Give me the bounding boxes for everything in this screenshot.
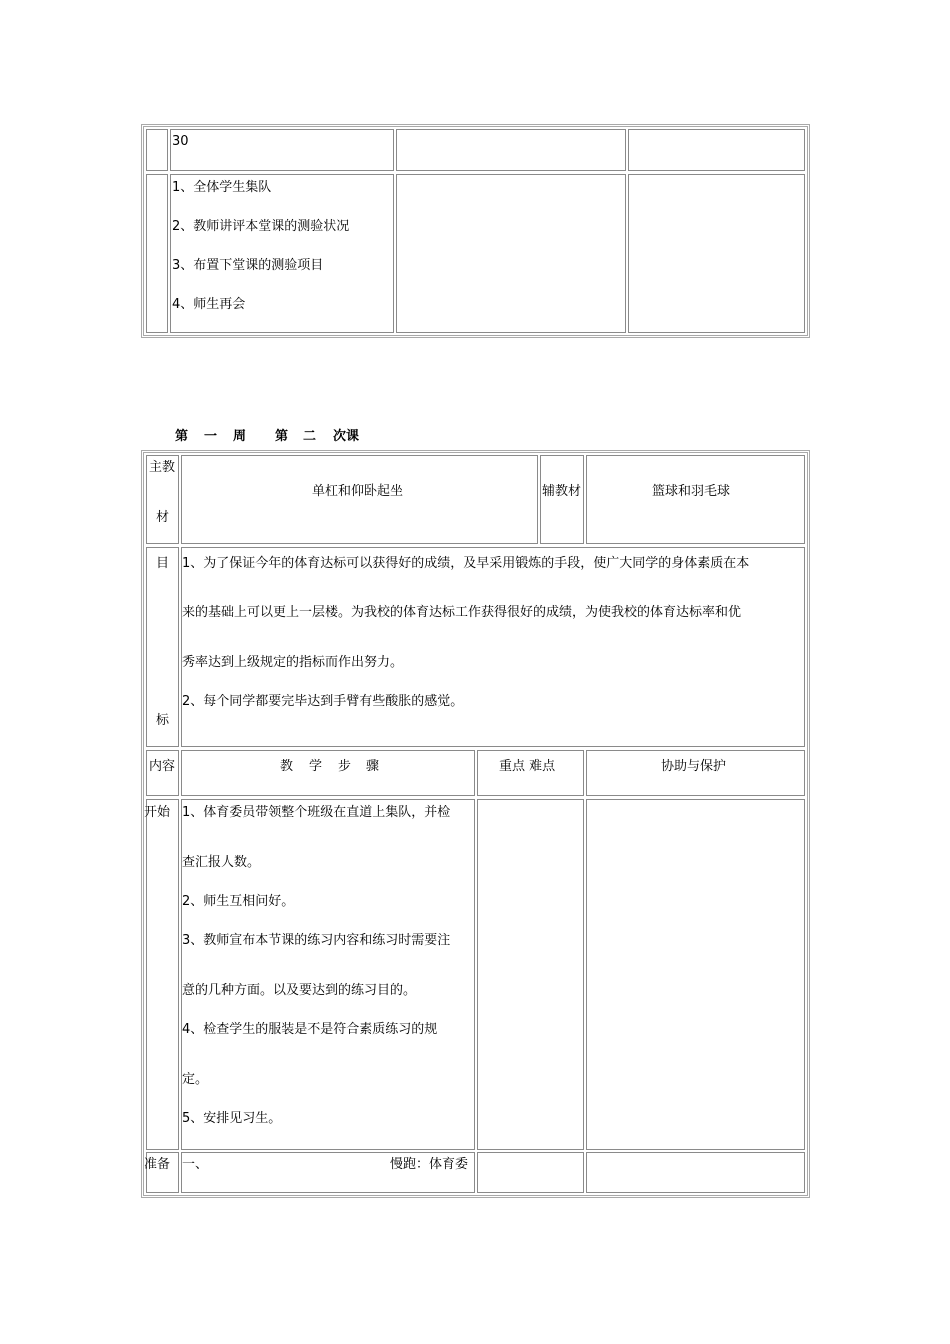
start-line: 5、安排见习生。 bbox=[182, 1111, 282, 1126]
t1-r1-c0 bbox=[146, 129, 168, 171]
heading-week: 第 bbox=[175, 429, 189, 444]
header-steps: 教 bbox=[280, 759, 294, 774]
goal-line: 来的基础上可以更上一层楼。为我校的体育达标工作获得很好的成绩，为使我校的体育达标率和优 bbox=[182, 605, 742, 620]
header-steps: 步 bbox=[338, 759, 352, 774]
t1-line: 3、布置下堂课的测验项目 bbox=[172, 258, 324, 273]
t2-start-label-cell bbox=[146, 799, 179, 1150]
header-steps: 学 bbox=[309, 759, 323, 774]
t1-line: 4、师生再会 bbox=[172, 297, 246, 312]
start-line: 2、师生互相问好。 bbox=[182, 894, 295, 909]
goal-line: 秀率达到上级规定的指标而作出努力。 bbox=[182, 655, 404, 670]
t2-prep-key-cell bbox=[477, 1152, 584, 1193]
goal-label: 标 bbox=[156, 713, 170, 728]
t1-r1-c1 bbox=[170, 129, 394, 171]
goal-line: 1、为了保证今年的体育达标可以获得好的成绩，及早采用锻炼的手段，使广大同学的身体素质在本 bbox=[182, 556, 750, 571]
start-line: 4、检查学生的服装是不是符合素质练习的规 bbox=[182, 1022, 438, 1037]
start-line: 3、教师宣布本节课的练习内容和练习时需要注 bbox=[182, 933, 451, 948]
start-label: 开始 bbox=[144, 805, 171, 820]
main-material-label: 主教 bbox=[149, 460, 176, 475]
heading-week: 周 bbox=[233, 429, 247, 444]
t2-header-steps-cell bbox=[181, 750, 475, 796]
goal-line: 2、每个同学都要完毕达到手臂有些酸胀的感觉。 bbox=[182, 694, 464, 709]
header-steps: 骤 bbox=[366, 759, 380, 774]
start-line: 意的几种方面。以及要达到的练习目的。 bbox=[182, 983, 417, 998]
heading-lesson: 第 bbox=[275, 429, 289, 444]
goal-label: 目 bbox=[156, 556, 170, 571]
aux-material-label: 辅教材 bbox=[542, 484, 582, 499]
header-help: 协助与保护 bbox=[661, 759, 727, 774]
heading-lesson: 二 bbox=[303, 429, 317, 444]
start-line: 定。 bbox=[182, 1072, 209, 1087]
main-material-value: 单杠和仰卧起坐 bbox=[312, 484, 404, 499]
t2-start-steps-cell bbox=[181, 799, 475, 1150]
t1-value-30: 30 bbox=[172, 134, 189, 149]
t2-start-key-cell bbox=[477, 799, 584, 1150]
t1-r2-c3 bbox=[628, 174, 805, 333]
t1-r1-c3 bbox=[628, 129, 805, 171]
header-key-points: 重点 难点 bbox=[499, 759, 556, 774]
t1-line: 1、全体学生集队 bbox=[172, 180, 272, 195]
t2-start-help-cell bbox=[586, 799, 805, 1150]
start-line: 查汇报人数。 bbox=[182, 855, 261, 870]
main-material-label: 材 bbox=[156, 510, 170, 525]
prep-label: 准备 bbox=[144, 1157, 171, 1172]
prep-left: 一、 bbox=[182, 1157, 209, 1172]
t2-prep-help-cell bbox=[586, 1152, 805, 1193]
header-content: 内容 bbox=[149, 759, 176, 774]
t1-r2-c2 bbox=[396, 174, 626, 333]
aux-material-value: 篮球和羽毛球 bbox=[652, 484, 731, 499]
t1-r1-c2 bbox=[396, 129, 626, 171]
t1-line: 2、教师讲评本堂课的测验状况 bbox=[172, 219, 350, 234]
heading-week: 一 bbox=[204, 429, 218, 444]
t2-goal-text-cell bbox=[181, 547, 805, 747]
t1-r2-c0 bbox=[146, 174, 168, 333]
prep-right: 慢跑：体育委 bbox=[390, 1157, 469, 1172]
start-line: 1、体育委员带领整个班级在直道上集队，并检 bbox=[182, 805, 451, 820]
heading-lesson: 次课 bbox=[333, 429, 360, 444]
